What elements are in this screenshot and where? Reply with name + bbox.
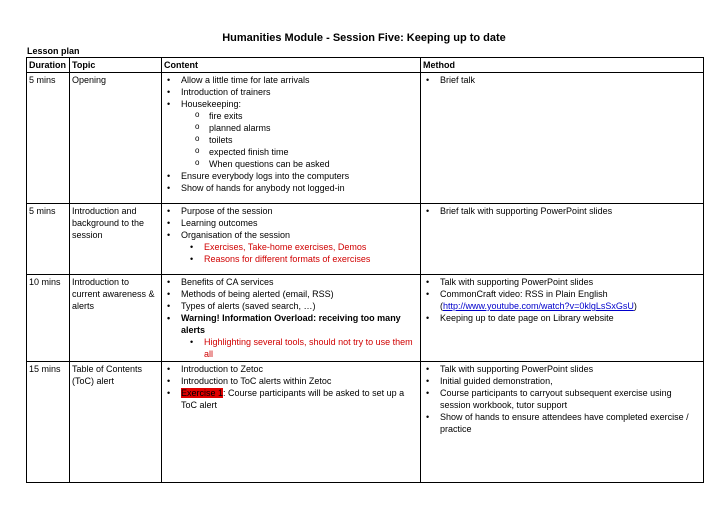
link-close-paren: ) [633, 301, 637, 311]
list-item [164, 387, 418, 411]
list-item: • Brief talk [423, 74, 701, 86]
list-item: • Show of hands to ensure attendees have completed exercise / practice [423, 411, 701, 435]
document-title: Humanities Module - Session Five: Keeping up to date [222, 32, 506, 44]
lesson-plan-table [26, 57, 704, 483]
method-cell [421, 275, 704, 362]
list-item: • Introduction to ToC alerts within Zetoc [164, 375, 418, 387]
list-item: • Methods of being alerted (email, RSS) [164, 288, 418, 300]
link-open-paren: ( [440, 301, 443, 311]
sub-list-item: • Reasons for different formats of exercises [190, 253, 418, 265]
list-item: • Allow a little time for late arrivals [164, 74, 418, 86]
list-item: • Types of alerts (saved search, …) [164, 300, 418, 312]
content-cell [162, 73, 421, 204]
list-item: • Benefits of CA services [164, 276, 418, 288]
sub-list-item: o fire exits [195, 110, 418, 122]
method-cell [421, 73, 704, 204]
list-item: • Show of hands for anybody not logged-in [164, 182, 418, 194]
list-item: • Purpose of the session [164, 205, 418, 217]
exercise-highlight: Exercise 1 [181, 388, 224, 398]
duration-cell: 5 mins [27, 73, 70, 204]
list-item: • Introduction of trainers [164, 86, 418, 98]
list-item: • Learning outcomes [164, 217, 418, 229]
header-content: Content [162, 58, 421, 73]
sub-list-item: • Exercises, Take-home exercises, Demos [190, 241, 418, 253]
list-item: • Ensure everybody logs into the computers [164, 170, 418, 182]
topic-cell: Opening [70, 73, 162, 204]
list-item: • Brief talk with supporting PowerPoint slides [423, 205, 701, 217]
list-item: • Talk with supporting PowerPoint slides [423, 363, 701, 375]
method-cell [421, 362, 704, 483]
header-row [27, 58, 704, 73]
list-item: • Introduction to Zetoc [164, 363, 418, 375]
list-item-text: CommonCraft video: RSS in Plain English [440, 289, 608, 299]
sub-list-item: o planned alarms [195, 122, 418, 134]
list-item-text: : Course participants will be asked to set up a ToC alert [181, 388, 405, 410]
list-item [164, 98, 418, 170]
topic-cell: Introduction to current awareness & alerts [70, 275, 162, 362]
topic-cell: Table of Contents (ToC) alert [70, 362, 162, 483]
header-duration: Duration [27, 58, 70, 73]
sub-list-item: o toilets [195, 134, 418, 146]
lesson-plan-label: Lesson plan [27, 46, 80, 56]
list-item-text: Organisation of the session [181, 230, 291, 240]
list-item: • Talk with supporting PowerPoint slides [423, 276, 701, 288]
table-row [27, 362, 704, 483]
topic-cell: Introduction and background to the session [70, 204, 162, 275]
table-row [27, 73, 704, 204]
list-item: • Initial guided demonstration, [423, 375, 701, 387]
header-topic: Topic [70, 58, 162, 73]
content-cell [162, 275, 421, 362]
table-row [27, 204, 704, 275]
list-item-text: Warning! Information Overload: receiving too many alerts [181, 313, 401, 335]
duration-cell: 5 mins [27, 204, 70, 275]
header-method: Method [421, 58, 704, 73]
sub-list-item: • Highlighting several tools, should not try to use them all [190, 336, 418, 360]
table-row [27, 275, 704, 362]
sub-list-item: o When questions can be asked [195, 158, 418, 170]
content-cell [162, 204, 421, 275]
content-cell [162, 362, 421, 483]
list-item-text: Housekeeping: [181, 99, 242, 109]
list-item: • Course participants to carryout subsequent exercise using session workbook, tutor support [423, 387, 701, 411]
list-item [164, 229, 418, 265]
youtube-link[interactable]: http://www.youtube.com/watch?v=0klgLsSxGsU [443, 301, 634, 311]
list-item: • Keeping up to date page on Library website [423, 312, 701, 324]
sub-list-item: o expected finish time [195, 146, 418, 158]
duration-cell: 15 mins [27, 362, 70, 483]
list-item [164, 312, 418, 360]
list-item [423, 288, 701, 312]
method-cell [421, 204, 704, 275]
duration-cell: 10 mins [27, 275, 70, 362]
